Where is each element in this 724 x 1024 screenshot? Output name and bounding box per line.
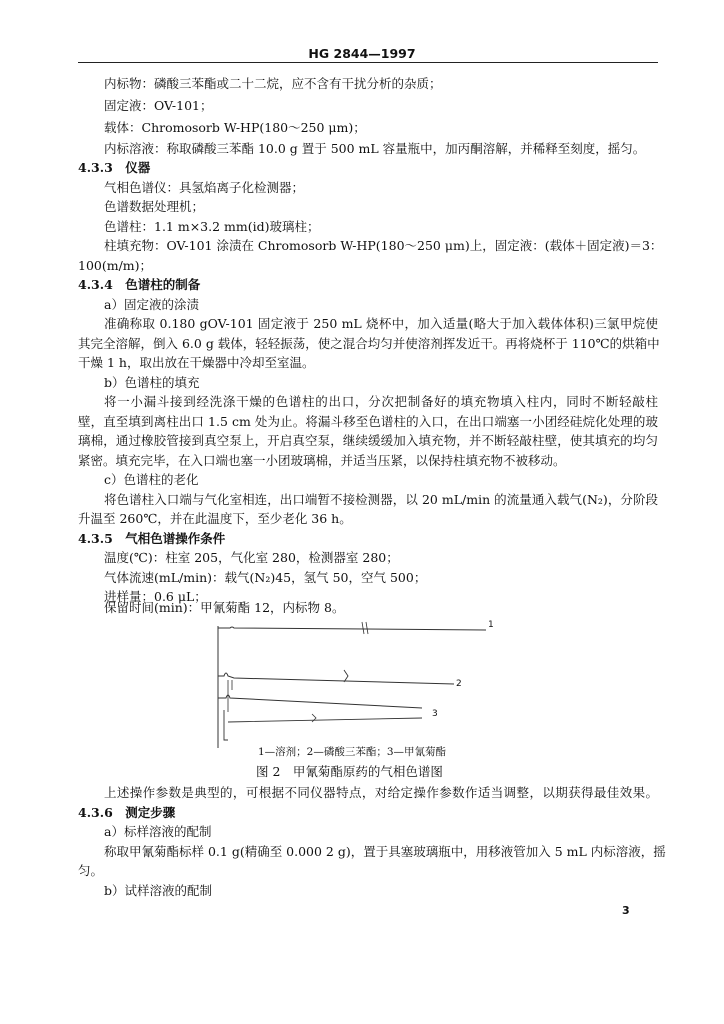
text-line: 准确称取 0.180 gOV-101 固定液于 250 mL 烧杯中，加入适量(略大于加入载体体积)三氯甲烷使 [104,316,658,331]
text-line: 气相色谱仪：具氢焰离子化检测器； [104,180,305,195]
chromatogram-figure [214,618,510,754]
text-line: 气体流速(mL/min)：载气(N₂)45，氢气 50，空气 500； [104,570,427,585]
chromatogram-trace-1 [218,627,486,630]
text-line: 升温至 260℃，并在此温度下，至少老化 36 h。 [78,511,352,526]
text-line: 匀。 [78,863,104,878]
text-line: 进样量：0.6 μL； [104,589,207,604]
text-line: 固定液：OV-101； [104,98,213,113]
peak-label-3: 3 [432,709,438,719]
standard-code: HG 2844—1997 [308,46,416,61]
text-line: 色谱柱：1.1 m×3.2 mm(id)玻璃柱； [104,219,320,234]
section-heading: 4.3.6 测定步骤 [78,805,176,820]
text-line: 将一小漏斗接到经洗涤干燥的色谱柱的出口，分次把制备好的填充物填入柱内，同时不断轻敲柱 [104,394,658,409]
text-line: 称取甲氰菊酯标样 0.1 g(精确至 0.000 2 g)，置于具塞玻璃瓶中，用移液管加入 5 mL 内标溶液，摇 [104,844,666,859]
text-line: 柱填充物：OV-101 涂渍在 Chromosorb W-HP(180～250 μm)上，固定液：(载体＋固定液)＝3： [104,238,663,253]
chromatogram-trace-3 [218,695,422,708]
subsection-heading: b）色谱柱的填充 [104,375,200,390]
text-line: 100(m/m)； [78,258,153,273]
section-heading: 4.3.5 气相色谱操作条件 [78,531,226,546]
text-line: 将色谱柱入口端与气化室相连，出口端暂不接检测器，以 20 mL/min 的流量通入载气(N₂)，分阶段 [104,492,658,507]
figure-caption: 图 2 甲氰菊酯原药的气相色谱图 [256,764,443,779]
peak-label-2: 2 [456,679,462,689]
header-rule [78,62,658,63]
text-line: 紧密。填充完毕，在入口端也塞一小团玻璃棉，并适当压紧，以保持柱填充物不被移动。 [78,453,566,468]
section-heading: 4.3.3 仪器 [78,160,151,175]
subsection-heading: a）固定液的涂渍 [104,297,199,312]
peak-mark-3 [312,714,316,722]
peak-mark-1 [362,622,368,634]
subsection-heading: a）标样溶液的配制 [104,824,212,839]
text-line: 保留时间(min)：甲氰菊酯 12，内标物 8。 [104,600,345,615]
text-line: 色谱数据处理机； [104,199,205,214]
text-line: 内标物：磷酸三苯酯或二十二烷，应不含有干扰分析的杂质； [104,76,442,91]
text-line: 璃棉，通过橡胶管接到真空泵上，开启真空泵，继续缓缓加入填充物，并不断轻敲柱壁，使其填充的均匀 [78,433,658,448]
section-heading: 4.3.4 色谱柱的制备 [78,277,201,292]
text-line: 内标溶液：称取磷酸三苯酯 10.0 g 置于 500 mL 容量瓶中，加丙酮溶解，并稀释至刻度，摇匀。 [104,141,646,156]
peak-label-1: 1 [488,620,494,630]
chromatogram-trace-lower [224,710,422,740]
subsection-heading: c）色谱柱的老化 [104,472,199,487]
text-line: 载体：Chromosorb W-HP(180～250 μm)； [104,120,366,135]
page-number: 3 [622,904,630,917]
text-line: 干燥 1 h，取出放在干燥器中冷却至室温。 [78,355,315,370]
subsection-heading: b）试样溶液的配制 [104,883,213,898]
text-line: 温度(℃)：柱室 205，气化室 280，检测器室 280； [104,550,399,565]
peak-mark-2 [344,670,348,682]
text-line: 其完全溶解，倒入 6.0 g 载体，轻轻振荡，使之混合均匀并使溶剂挥发近干。再将烧杯于 110℃的烘箱中 [78,336,660,351]
text-line: 壁，直至填到离柱出口 1.5 cm 处为止。将漏斗移至色谱柱的入口，在出口端塞一小团经硅烷化处理的玻 [78,414,658,429]
baseline-step-2 [228,680,232,712]
text-line: 上述操作参数是典型的，可根据不同仪器特点，对给定操作参数作适当调整，以期获得最佳效果。 [104,785,658,800]
figure-legend: 1—溶剂；2—磷酸三苯酯；3—甲氰菊酯 [258,746,447,758]
chromatogram-trace-2 [218,673,454,684]
